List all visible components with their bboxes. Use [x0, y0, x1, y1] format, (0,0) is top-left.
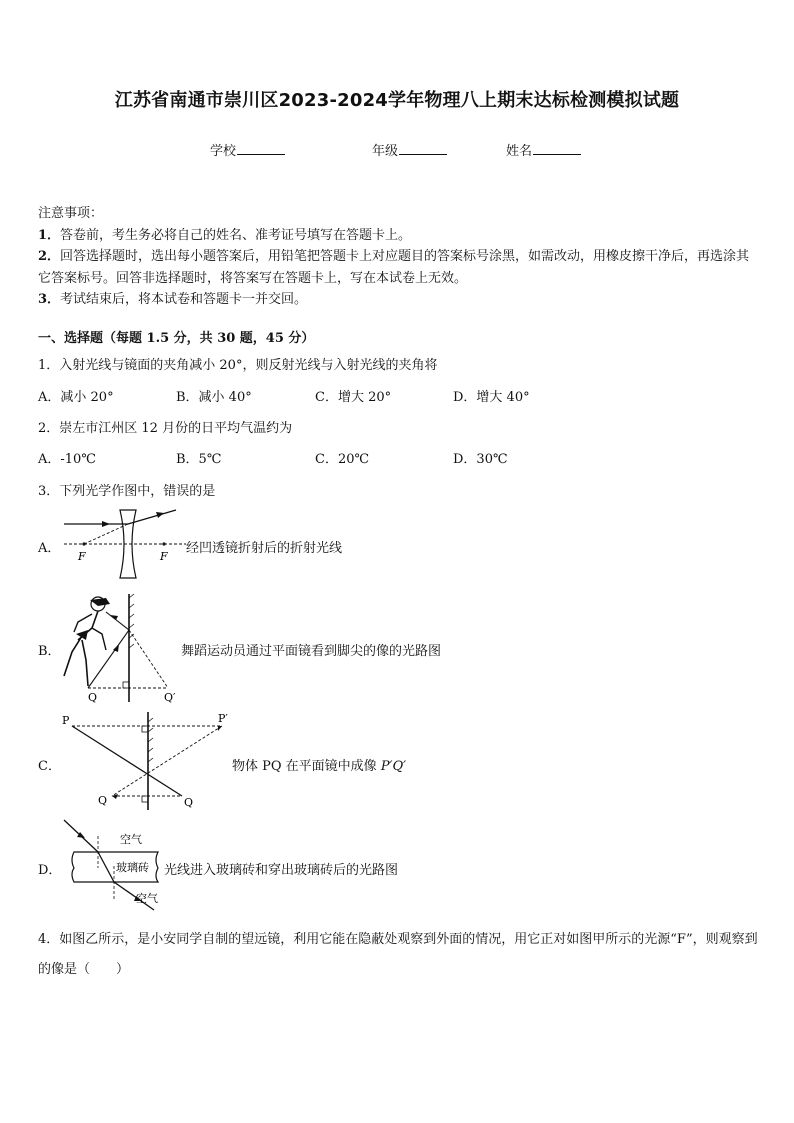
arrow-head [156, 512, 164, 518]
concave-lens-shape [120, 510, 136, 578]
dancer-mirror-diagram [58, 590, 188, 706]
plane-mirror-image-diagram [58, 710, 238, 812]
arrow-head [110, 615, 118, 620]
arrow-head [218, 726, 222, 731]
dancer-leg [82, 640, 88, 686]
right-angle-mark [142, 796, 148, 802]
name-label: 姓名 [506, 144, 533, 159]
grade-field[interactable] [372, 140, 447, 159]
point-label: P′ [218, 712, 228, 725]
q2-option-b[interactable]: B．5℃ [176, 452, 222, 467]
question-2-stem: 2．崇左市江州区 12 月份的日平均气温约为 [38, 421, 293, 436]
concave-lens-diagram [58, 508, 188, 580]
q1-option-b[interactable]: B．减小 40° [176, 390, 252, 405]
right-angle-mark [123, 682, 129, 688]
question-1-stem: 1．入射光线与镜面的夹角减小 20°，则反射光线与入射光线的夹角将 [38, 358, 438, 373]
q3-option-d-caption: 光线进入玻璃砖和穿出玻璃砖后的光路图 [164, 863, 399, 878]
school-blank[interactable] [237, 142, 285, 155]
point-label: Q [88, 691, 98, 704]
dancer-arm [92, 628, 106, 650]
focus-label: F [160, 550, 168, 563]
q3-option-c-caption: 物体 PQ 在平面镜中成像 P′Q′ [232, 759, 407, 774]
arrow-head [112, 794, 118, 799]
name-blank[interactable] [533, 142, 581, 155]
point-label: Q [98, 794, 108, 807]
grade-blank[interactable] [399, 142, 447, 155]
q3-option-a-caption: 经凹透镜折射后的折射光线 [186, 541, 343, 556]
q3-option-d[interactable]: D． [38, 863, 62, 878]
q3-option-a[interactable]: A． [38, 541, 61, 556]
right-angle-mark [142, 726, 148, 732]
object-pq [72, 726, 182, 796]
notice-item: 1．答卷前，考生务必将自己的姓名、准考证号填写在答题卡上。 [38, 227, 412, 243]
q3-option-c[interactable]: C． [38, 759, 61, 774]
dancer-skirt [76, 630, 88, 640]
image-pq [112, 726, 222, 796]
page-title: 江苏省南通市崇川区2023-2024学年物理八上期末达标检测模拟试题 [114, 90, 680, 111]
q2-option-a[interactable]: A．-10℃ [38, 452, 96, 467]
name-field[interactable] [506, 140, 581, 159]
q3-option-b[interactable]: B． [38, 644, 61, 659]
focus-point [82, 542, 85, 545]
q2-option-d[interactable]: D．30℃ [453, 452, 508, 467]
school-label: 学校 [210, 144, 237, 159]
point-label: P [62, 714, 70, 727]
light-ray [106, 612, 129, 630]
medium-label: 空气 [120, 833, 142, 846]
focus-label: F [78, 550, 86, 563]
medium-label: 玻璃砖 [116, 861, 149, 874]
notice-block [38, 203, 760, 311]
question-3-stem: 3．下列光学作图中，错误的是 [38, 484, 216, 499]
question-4-stem: 4．如图乙所示，是小安同学自制的望远镜，利用它能在隐蔽处观察到外面的情况，用它正对如图甲所示的光源“F”，则观察到的像是（ ） [38, 932, 758, 977]
notice-item: 2．回答选择题时，选出每小题答案后，用铅笔把答题卡上对应题目的答案标号涂黑，如需改动，用橡皮擦干净后，再选涂其它答案标号。回答非选择题时，将答案写在答题卡上，写在本试卷上无效。 [38, 249, 750, 286]
school-field[interactable] [210, 140, 285, 159]
dancer-leg [64, 636, 82, 676]
point-label: Q [184, 796, 194, 809]
arrow-head [102, 521, 110, 527]
glass-brick-diagram [58, 816, 168, 914]
virtual-ray [129, 630, 168, 688]
grade-label: 年级 [372, 144, 399, 159]
q1-option-a[interactable]: A．减小 20° [38, 390, 114, 405]
medium-label: 空气 [136, 892, 158, 905]
q1-option-d[interactable]: D．增大 40° [453, 390, 530, 405]
notice-heading: 注意事项： [38, 206, 104, 221]
focus-point [162, 542, 165, 545]
q3-option-b-caption: 舞蹈运动员通过平面镜看到脚尖的像的光路图 [181, 644, 442, 659]
q2-option-c[interactable]: C．20℃ [315, 452, 370, 467]
ray-extension [84, 524, 128, 544]
point-label: Q′ [164, 691, 176, 704]
light-ray [88, 630, 129, 688]
notice-item: 3．考试结束后，将本试卷和答题卡一并交回。 [38, 292, 308, 307]
refracted-ray [98, 852, 114, 882]
q1-option-c[interactable]: C．增大 20° [315, 390, 392, 405]
section-heading: 一、选择题（每题 1.5 分，共 30 题，45 分） [38, 331, 315, 346]
